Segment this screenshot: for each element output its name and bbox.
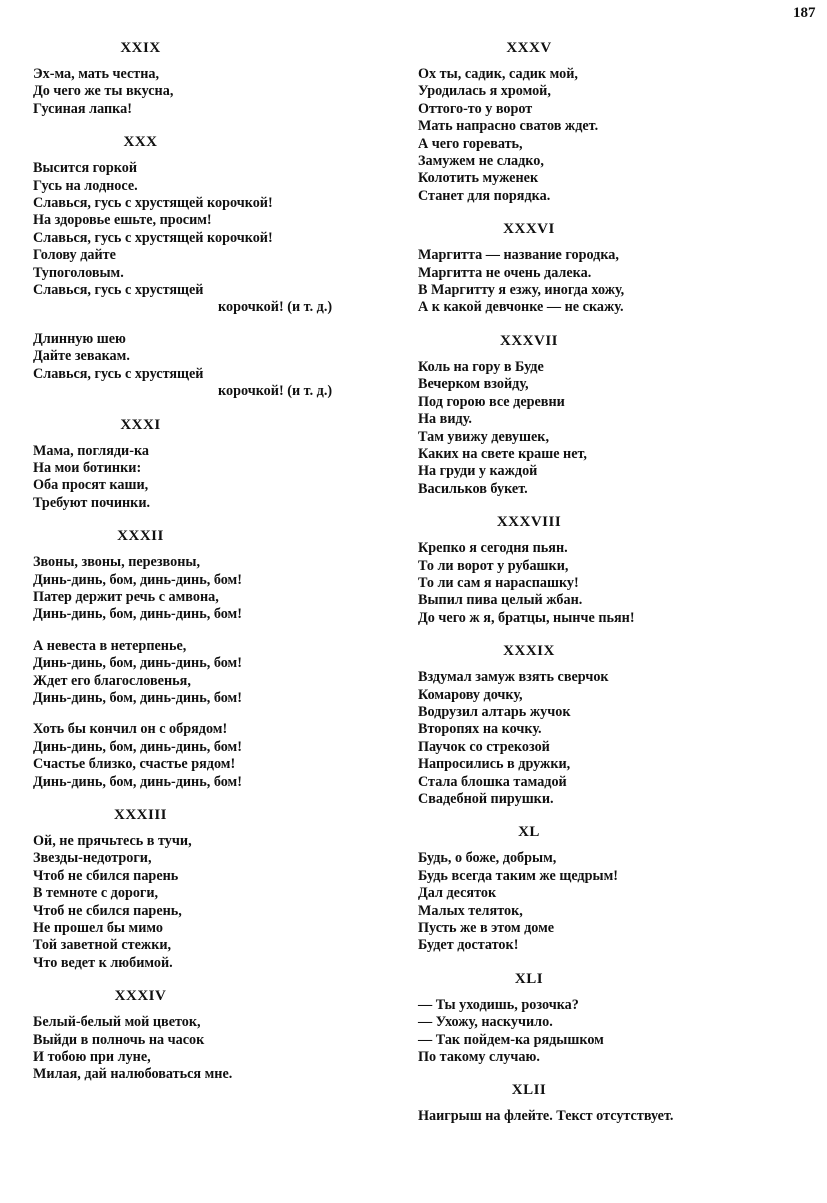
poem <box>33 132 373 400</box>
poem <box>418 331 758 498</box>
poem <box>418 38 758 205</box>
verse-line: корочкой! (и т. д.) <box>218 299 333 316</box>
verse-line: Не прошел бы мимо <box>33 920 163 937</box>
verse-line: В темноте с дороги, <box>33 885 159 902</box>
verse-line: Звоны, звоны, перезвоны, <box>33 554 201 571</box>
verse-line: Тупоголовым. <box>33 264 124 281</box>
verse-line: Динь-динь, бом, динь-динь, бом! <box>33 689 242 706</box>
verse-line: Свадебной пирушки. <box>418 791 554 807</box>
verse-line: На здоровье ешьте, просим! <box>33 212 212 229</box>
verse-line: То ли ворот у рубашки, <box>418 557 569 574</box>
verse-line: Чтоб не сбился парень <box>33 867 179 884</box>
right-column <box>418 38 758 1140</box>
verse-line: Славься, гусь с хрустящей <box>33 365 204 382</box>
poem <box>418 512 758 627</box>
verse-line: Каких на свете краше нет, <box>418 445 587 462</box>
poem-title: XXXII <box>117 528 164 545</box>
poem-title: XXXIX <box>503 643 555 660</box>
verse-line: Будь всегда таким же щедрым! <box>418 867 618 884</box>
verse-line: Пусть же в этом доме <box>418 920 555 937</box>
verse-line: Малых теляток, <box>418 902 523 919</box>
verse-line: — Ухожу, наскучило. <box>418 1014 553 1031</box>
verse-line: Голову дайте <box>33 247 116 264</box>
verse-line: Выйди в полночь на часок <box>33 1031 205 1048</box>
verse-line: Станет для порядка. <box>418 187 551 204</box>
verse-line: Крепко я сегодня пьян. <box>418 540 568 557</box>
verse-line: Ох ты, садик, садик мой, <box>418 66 578 82</box>
verse-line: Ждет его благословенья, <box>33 672 191 689</box>
verse-line: Динь-динь, бом, динь-динь, бом! <box>33 606 242 623</box>
verse-line: Патер держит речь с амвона, <box>33 588 219 605</box>
verse-line: Чтоб не сбился парень, <box>33 902 182 919</box>
verse-line: Длинную шею <box>33 330 126 347</box>
poem <box>33 415 373 513</box>
verse-line: — Ты уходишь, розочка? <box>418 996 579 1013</box>
poem <box>418 1080 758 1125</box>
verse-line: Оба просят каши, <box>33 477 149 494</box>
verse-line: Белый-белый мой цветок, <box>33 1014 201 1031</box>
verse-line: Славься, гусь с хрустящей корочкой! <box>33 229 273 246</box>
poem-title: XL <box>518 824 540 841</box>
stanza <box>33 833 373 972</box>
verse-line: Коль на гору в Буде <box>418 358 544 375</box>
verse-line: Колотить муженек <box>418 170 539 187</box>
verse-line: Будь, о боже, добрым, <box>418 850 557 867</box>
poem-title: XXXIII <box>113 807 167 823</box>
verse-line: Маргитта не очень далека. <box>418 264 592 281</box>
verse-line: Той заветной стежки, <box>33 937 172 954</box>
verse-line: Наигрыш на флейте. Текст отсутствует. <box>418 1108 674 1125</box>
verse-line: Дайте зевакам. <box>33 348 130 365</box>
stanza <box>418 247 758 317</box>
poem-title: XXIX <box>120 40 161 56</box>
verse-line: Паучок со стрекозой <box>418 738 550 755</box>
verse-line: Будет достаток! <box>418 937 519 954</box>
left-column <box>33 38 373 1098</box>
verse-line: Гусиная лапка! <box>33 100 132 117</box>
verse-line: На мои ботинки: <box>33 459 142 476</box>
poem-title: XLII <box>511 1082 547 1099</box>
stanza <box>33 443 373 513</box>
verse-line: Замужем не сладко, <box>418 153 544 170</box>
verse-line: корочкой! (и т. д.) <box>218 383 333 400</box>
verse-line: Васильков букет. <box>418 480 528 497</box>
verse-line: Оттого-то у ворот <box>418 100 533 117</box>
verse-line: А невеста в нетерпенье, <box>33 637 187 654</box>
verse-line: Счастье близко, счастье рядом! <box>33 756 236 773</box>
verse-line: Дал десяток <box>418 885 497 902</box>
stanza <box>418 66 758 205</box>
verse-line: Напросились в дружки, <box>418 756 571 773</box>
verse-line: Выпил пива целый жбан. <box>418 592 583 609</box>
verse-line: До чего же ты вкусна, <box>33 83 174 100</box>
verse-line: Вечерком взойду, <box>418 376 529 393</box>
poem <box>33 986 373 1084</box>
verse-line: То ли сам я нараспашку! <box>418 574 579 591</box>
stanza <box>33 66 373 118</box>
poem <box>33 526 373 791</box>
poem-title: XXXVII <box>499 332 558 349</box>
stanza <box>33 721 373 791</box>
stanza <box>33 1014 373 1084</box>
verse-line: Комарову дочку, <box>418 686 523 703</box>
verse-line: Там увижу девушек, <box>418 428 550 445</box>
verse-line: Уродилась я хромой, <box>418 83 551 100</box>
verse-line: Динь-динь, бом, динь-динь, бом! <box>33 738 242 755</box>
poem <box>33 38 373 118</box>
verse-line: Славься, гусь с хрустящей корочкой! <box>33 195 273 212</box>
poem <box>418 219 758 317</box>
stanza <box>418 1108 758 1125</box>
poem-title: XXXI <box>120 416 161 433</box>
page-number: 187 <box>793 5 816 21</box>
verse-line: Что ведет к любимой. <box>33 954 173 971</box>
stanza <box>418 850 758 954</box>
verse-line: Маргитта — название городка, <box>418 247 619 264</box>
poem-title: XXXV <box>506 40 552 56</box>
verse-line: Ой, не прячьтесь в тучи, <box>33 833 192 849</box>
verse-line: — Так пойдем-ка рядышком <box>418 1031 604 1048</box>
verse-line: Звезды-недотроги, <box>33 850 152 867</box>
stanza <box>33 638 373 708</box>
verse-line: Второпях на кочку. <box>418 721 542 738</box>
verse-line: Вздумал замуж взять сверчок <box>418 669 609 686</box>
verse-line: Динь-динь, бом, динь-динь, бом! <box>33 655 242 672</box>
stanza <box>418 540 758 627</box>
stanza <box>33 160 373 317</box>
stanza <box>418 997 758 1067</box>
verse-line: Требуют починки. <box>33 494 151 511</box>
poem <box>33 805 373 972</box>
poem-title: XLI <box>514 970 544 987</box>
stanza <box>33 331 373 401</box>
poem <box>418 969 758 1067</box>
verse-line: Под горою все деревни <box>418 393 565 410</box>
verse-line: Высится горкой <box>33 160 138 177</box>
verse-line: На виду. <box>418 411 472 428</box>
verse-line: По такому случаю. <box>418 1049 540 1066</box>
verse-line: На груди у каждой <box>418 463 538 480</box>
verse-line: Динь-динь, бом, динь-динь, бом! <box>33 571 242 588</box>
verse-line: Гусь на лодносе. <box>33 177 138 194</box>
verse-line: До чего ж я, братцы, нынче пьян! <box>418 609 635 626</box>
verse-line: И тобою при луне, <box>33 1049 151 1066</box>
verse-line: А чего горевать, <box>418 135 523 152</box>
verse-line: Мама, погляди-ка <box>33 442 149 459</box>
poem-title: XXXVIII <box>496 514 562 531</box>
stanza <box>33 554 373 624</box>
stanza <box>418 669 758 808</box>
verse-line: Мать напрасно сватов ждет. <box>418 118 599 135</box>
verse-line: Милая, дай налюбоваться мне. <box>33 1066 233 1083</box>
verse-line: А к какой девчонке — не скажу. <box>418 299 624 316</box>
verse-line: Динь-динь, бом, динь-динь, бом! <box>33 773 242 790</box>
verse-line: Эх-ма, мать честна, <box>33 66 160 82</box>
poem-title: XXXVI <box>503 221 555 238</box>
verse-line: Стала блошка тамадой <box>418 773 567 790</box>
poem-title: XXXIV <box>114 988 167 1005</box>
poem <box>418 822 758 954</box>
stanza <box>418 359 758 498</box>
verse-line: Водрузил алтарь жучок <box>418 703 571 720</box>
poem-title: XXX <box>123 134 158 151</box>
verse-line: Хоть бы кончил он с обрядом! <box>33 721 228 738</box>
poem <box>418 641 758 808</box>
verse-line: Славься, гусь с хрустящей <box>33 282 204 299</box>
verse-line: В Маргитту я езжу, иногда хожу, <box>418 282 625 299</box>
